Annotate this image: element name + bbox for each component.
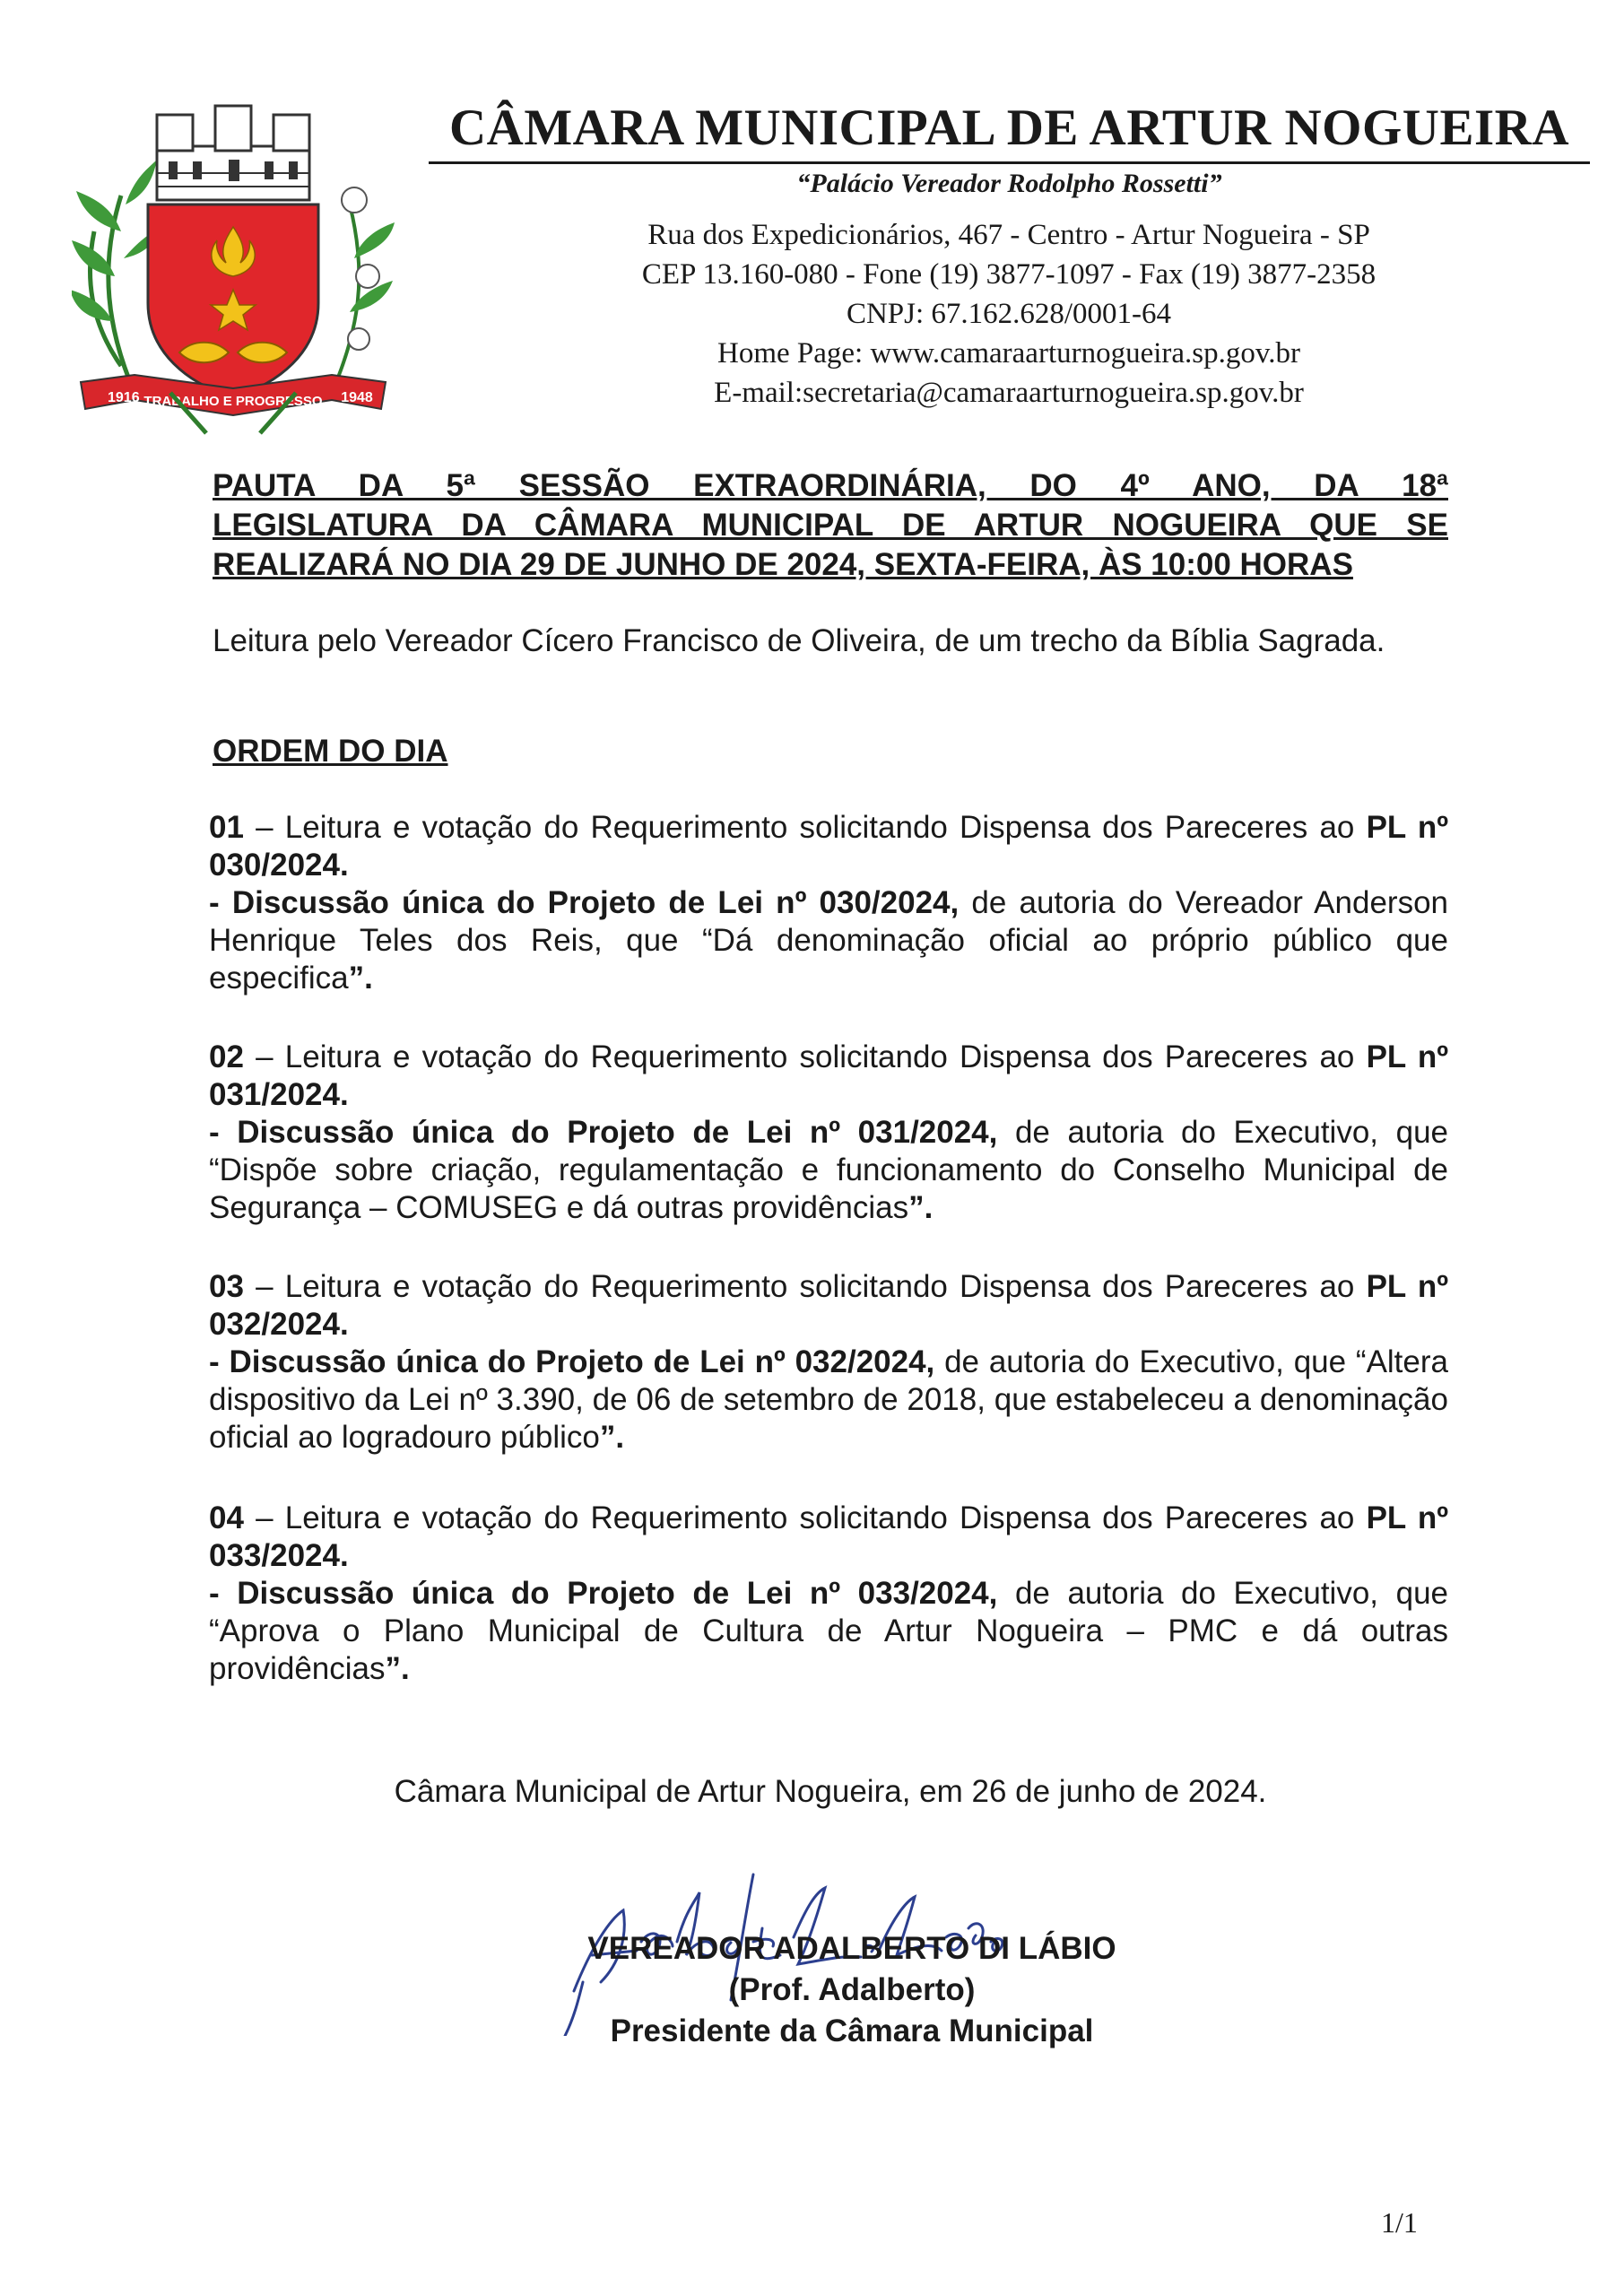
heading-line: REALIZARÁ NO DIA 29 DE JUNHO DE 2024, SEXTA-FEIRA, ÀS 10:00 HORAS [213,547,1353,582]
org-palace-name: “Palácio Vereador Rodolpho Rossetti” [796,169,1222,198]
signatory-nickname: (Prof. Adalberto) [728,1972,976,2007]
item-number: 03 [209,1269,244,1304]
item-request-text: – Leitura e votação do Requerimento solicitando Dispensa dos Pareceres ao [243,1039,1367,1074]
coat-of-arms-emblem [72,97,395,438]
item-discussion-label: - Discussão única do Projeto de Lei nº 032/2024, [209,1344,935,1379]
agenda-item-01 [209,809,1448,997]
email-line: E-mail:secretaria@camaraarturnogueira.sp.gov.br [714,377,1304,409]
heading-line: PAUTA DA 5ª SESSÃO EXTRAORDINÁRIA, DO 4º ANO, DA 18ª [213,468,1448,503]
item-discussion-label: - Discussão única do Projeto de Lei nº 033/2024, [209,1576,998,1611]
item-discussion-label: - Discussão única do Projeto de Lei nº 030/2024, [209,885,960,920]
item-request-text: – Leitura e votação do Requerimento solicitando Dispensa dos Pareceres ao [243,810,1367,845]
coat-year-left: 1916 [108,390,140,405]
cnpj-line: CNPJ: 67.162.628/0001-64 [846,298,1172,330]
signatory-name: VEREADOR ADALBERTO DI LÁBIO [587,1931,1116,1966]
item-closing-quote: ”. [908,1190,934,1225]
item-closing-quote: ”. [348,961,373,996]
item-discussion-text: de autoria do Vereador Anderson Henrique Teles dos Reis, que “Dá denominação oficial ao próprio público que especifica [209,885,1448,996]
coat-motto: TRABALHO E PROGRESSO [143,394,323,409]
address-line: Rua dos Expedicionários, 467 - Centro - Artur Nogueira - SP [647,219,1370,251]
agenda-item-02 [209,1039,1448,1227]
item-bill-ref: PL nº 030/2024. [209,810,1448,883]
page-number: 1/1 [1381,2206,1418,2239]
item-discussion-text: de autoria do Executivo, que “Dispõe sobre criação, regulamentação e funcionamento do Conselho Municipal de Segurança – COMUSEG e dá outras providências [209,1115,1448,1225]
item-discussion-text: de autoria do Executivo, que “Aprova o Plano Municipal de Cultura de Artur Nogueira – PMC e dá outras providências [209,1576,1448,1686]
title-underline [429,161,1590,164]
item-discussion-label: - Discussão única do Projeto de Lei nº 031/2024, [209,1115,998,1150]
item-number: 02 [209,1039,244,1074]
item-bill-ref: PL nº 033/2024. [209,1500,1448,1573]
order-of-day-heading: ORDEM DO DIA [213,734,448,769]
phone-line: CEP 13.160-080 - Fone (19) 3877-1097 - Fax (19) 3877-2358 [641,258,1376,291]
item-discussion-text: de autoria do Executivo, que “Altera dispositivo da Lei nº 3.390, de 06 de setembro de 2018, que estabeleceu a denominação oficial ao logradouro público [209,1344,1448,1455]
item-closing-quote: ”. [599,1420,625,1455]
item-request-text: – Leitura e votação do Requerimento solicitando Dispensa dos Pareceres ao [243,1500,1367,1535]
item-bill-ref: PL nº 031/2024. [209,1039,1448,1112]
item-request-text: – Leitura e votação do Requerimento solicitando Dispensa dos Pareceres ao [243,1269,1367,1304]
signatory-role: Presidente da Câmara Municipal [610,2013,1094,2048]
agenda-item-03 [209,1268,1448,1457]
org-address-block [538,215,1480,413]
place-and-date: Câmara Municipal de Artur Nogueira, em 26 de junho de 2024. [394,1774,1267,1809]
org-title: CÂMARA MUNICIPAL DE ARTUR NOGUEIRA [449,100,1569,156]
signatory-block [448,1928,1255,2052]
item-number: 04 [209,1500,244,1535]
item-number: 01 [209,810,244,845]
homepage-line: Home Page: www.camaraarturnogueira.sp.gov.br [717,337,1300,370]
session-agenda-heading [213,466,1448,585]
coat-year-right: 1948 [341,390,373,405]
agenda-item-04 [209,1500,1448,1688]
bible-reading-note: Leitura pelo Vereador Cícero Francisco de Oliveira, de um trecho da Bíblia Sagrada. [213,623,1385,658]
item-bill-ref: PL nº 032/2024. [209,1269,1448,1342]
item-closing-quote: ”. [385,1651,410,1686]
heading-line: LEGISLATURA DA CÂMARA MUNICIPAL DE ARTUR NOGUEIRA QUE SE [213,508,1448,543]
